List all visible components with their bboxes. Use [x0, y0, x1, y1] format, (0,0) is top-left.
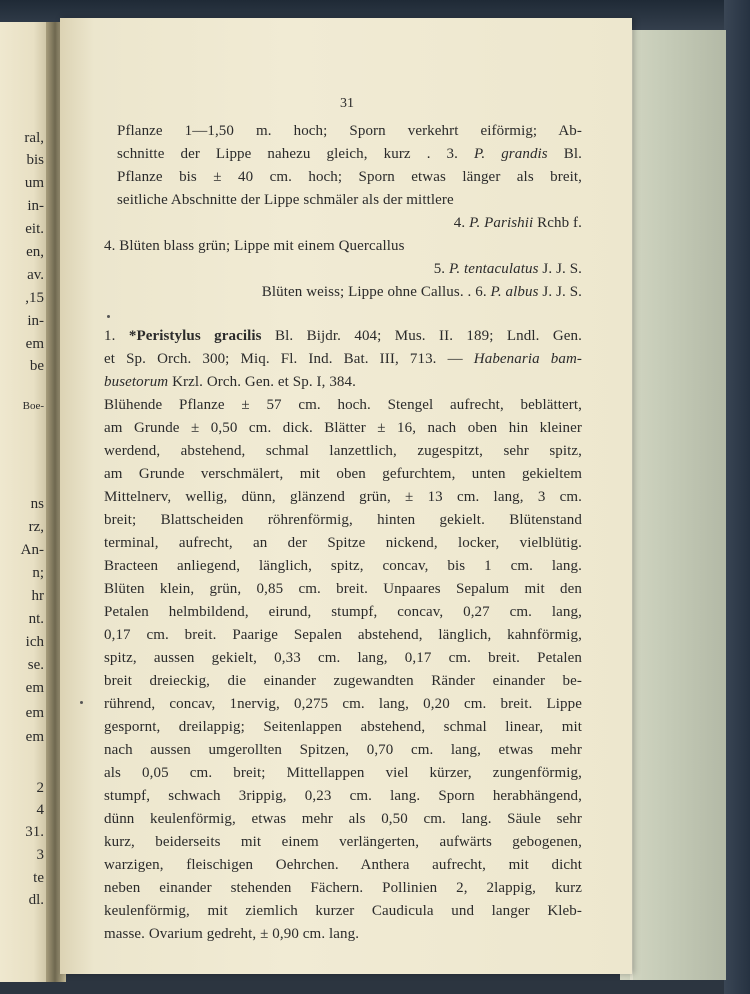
book-cover-right	[724, 0, 750, 994]
description-line: werdend, abstehend, schmal lanzettlich, zugespitzt, sehr spitz,	[104, 443, 582, 459]
description-line: stumpf, schwach 3rippig, 0,23 cm. lang. Sporn herabhängend,	[104, 788, 582, 804]
left-page-fragment: nt.	[28, 611, 44, 627]
key-line: Pflanze 1—1,50 m. hoch; Sporn verkehrt eiförmig; Ab-	[117, 123, 582, 139]
description-line: kurz, beiderseits mit einem verlängerten, aufwärts gebogenen,	[104, 834, 582, 850]
left-page-fragment: en,	[26, 244, 44, 260]
ink-speck	[80, 701, 83, 704]
left-page-fragment: 2	[36, 780, 44, 796]
description-line: Blühende Pflanze ± 57 cm. hoch. Stengel aufrecht, beblättert,	[104, 397, 582, 413]
key-line: seitliche Abschnitte der Lippe schmäler als der mittlere	[117, 192, 454, 208]
left-page-fragment: rz,	[28, 519, 44, 535]
left-page-fragment: ral,	[24, 130, 44, 146]
key-line: schnitte der Lippe nahezu gleich, kurz . 3. P. grandis Bl.	[117, 146, 582, 162]
left-page-fragment: ich	[25, 634, 44, 650]
page-edges	[620, 30, 726, 980]
left-page-fragment: 3	[36, 847, 44, 863]
description-line: rührend, concav, 1nervig, 0,275 cm. lang, 0,20 cm. breit. Lippe	[104, 696, 582, 712]
left-page-fragment: hr	[31, 588, 44, 604]
left-page-fragment: av.	[27, 267, 44, 283]
key-line: Pflanze bis ± 40 cm. hoch; Sporn etwas länger als breit,	[117, 169, 582, 185]
left-page-fragment: em	[25, 680, 44, 696]
left-page-fragment: dl.	[28, 892, 44, 908]
description-line: masse. Ovarium gedreht, ± 0,90 cm. lang.	[104, 926, 360, 942]
description-line: als 0,05 cm. breit; Mittellappen viel kürzer, zungenförmig,	[104, 765, 582, 781]
description-line: keulenförmig, mit ziemlich kurzer Caudicula und langer Kleb-	[104, 903, 582, 919]
description-line: breit; Blattscheiden röhrenförmig, hinten gekielt. Blütenstand	[104, 512, 582, 528]
description-line: am Grunde ± 0,50 cm. dick. Blätter ± 16, nach oben hin kleiner	[104, 420, 582, 436]
description-line: nach aussen umgerollten Spitzen, 0,70 cm. lang, etwas mehr	[104, 742, 582, 758]
left-page-fragment: An-	[20, 542, 44, 558]
left-page-fragment: in-	[27, 198, 44, 214]
description-line: Mittelnerv, wellig, dünn, glänzend grün, ± 13 cm. lang, 3 cm.	[104, 489, 582, 505]
right-page	[60, 18, 632, 974]
description-line: gespornt, dreilappig; Seitenlappen abstehend, schmal linear, mit	[104, 719, 582, 735]
key-line: 4. Blüten blass grün; Lippe mit einem Quercallus	[104, 238, 405, 254]
left-page-fragment: Boe-	[22, 400, 44, 412]
description-line: Blüten klein, grün, 0,85 cm. breit. Unpaares Sepalum mit den	[104, 581, 582, 597]
key-line: 4. P. Parishii Rchb f.	[453, 215, 582, 231]
key-line: 5. P. tentaculatus J. J. S.	[433, 261, 582, 277]
key-line: Blüten weiss; Lippe ohne Callus. . 6. P. albus J. J. S.	[261, 284, 582, 300]
left-page-fragment: 31.	[25, 824, 44, 840]
description-line: dünn keulenförmig, etwas mehr als 0,50 cm. lang. Säule sehr	[104, 811, 582, 827]
left-page-fragment: be	[29, 358, 44, 374]
left-page-fragment: se.	[27, 657, 44, 673]
left-page-fragment: em	[25, 336, 44, 352]
description-line: terminal, aufrecht, an der Spitze nickend, locker, vielblütig.	[104, 535, 582, 551]
left-page-fragment: ,15	[25, 290, 44, 306]
left-page-fragment: eit.	[25, 221, 44, 237]
page-number: 31	[340, 96, 354, 111]
description-line: warzigen, fleischigen Oehrchen. Anthera aufrecht, mit dicht	[104, 857, 582, 873]
left-page-fragment: bis	[26, 152, 44, 168]
left-page-fragment: em	[25, 729, 44, 745]
species-heading-line: 1. *Peristylus gracilis Bl. Bijdr. 404; Mus. II. 189; Lndl. Gen.	[104, 328, 582, 344]
left-page-fragment: 4	[36, 802, 44, 818]
left-page-fragment: n;	[32, 565, 44, 581]
left-page-fragment: te	[33, 870, 44, 886]
ink-speck	[107, 315, 110, 318]
description-line: am Grunde verschmälert, mit oben gefurchtem, unten gekieltem	[104, 466, 582, 482]
left-page-fragment: ns	[30, 496, 44, 512]
description-line: spitz, aussen gekielt, 0,33 cm. lang, 0,17 cm. breit. Petalen	[104, 650, 582, 666]
left-page-fragment: in-	[27, 313, 44, 329]
left-page-fragment: um	[24, 175, 44, 191]
description-line: breit dreieckig, die einander zugewandten Ränder einander be-	[104, 673, 582, 689]
description-line: neben einander stehenden Fächern. Pollinien 2, 2lappig, kurz	[104, 880, 582, 896]
description-line: Bracteen anliegend, länglich, spitz, concav, bis 1 cm. lang.	[104, 558, 582, 574]
left-page-fragment: em	[25, 705, 44, 721]
description-line: 0,17 cm. breit. Paarige Sepalen abstehend, länglich, kahnförmig,	[104, 627, 582, 643]
species-heading-line: et Sp. Orch. 300; Miq. Fl. Ind. Bat. III, 713. — Habenaria bam-	[104, 351, 582, 367]
species-heading-line: busetorum Krzl. Orch. Gen. et Sp. I, 384.	[104, 374, 356, 390]
description-line: Petalen helmbildend, eirund, stumpf, concav, 0,27 cm. lang,	[104, 604, 582, 620]
